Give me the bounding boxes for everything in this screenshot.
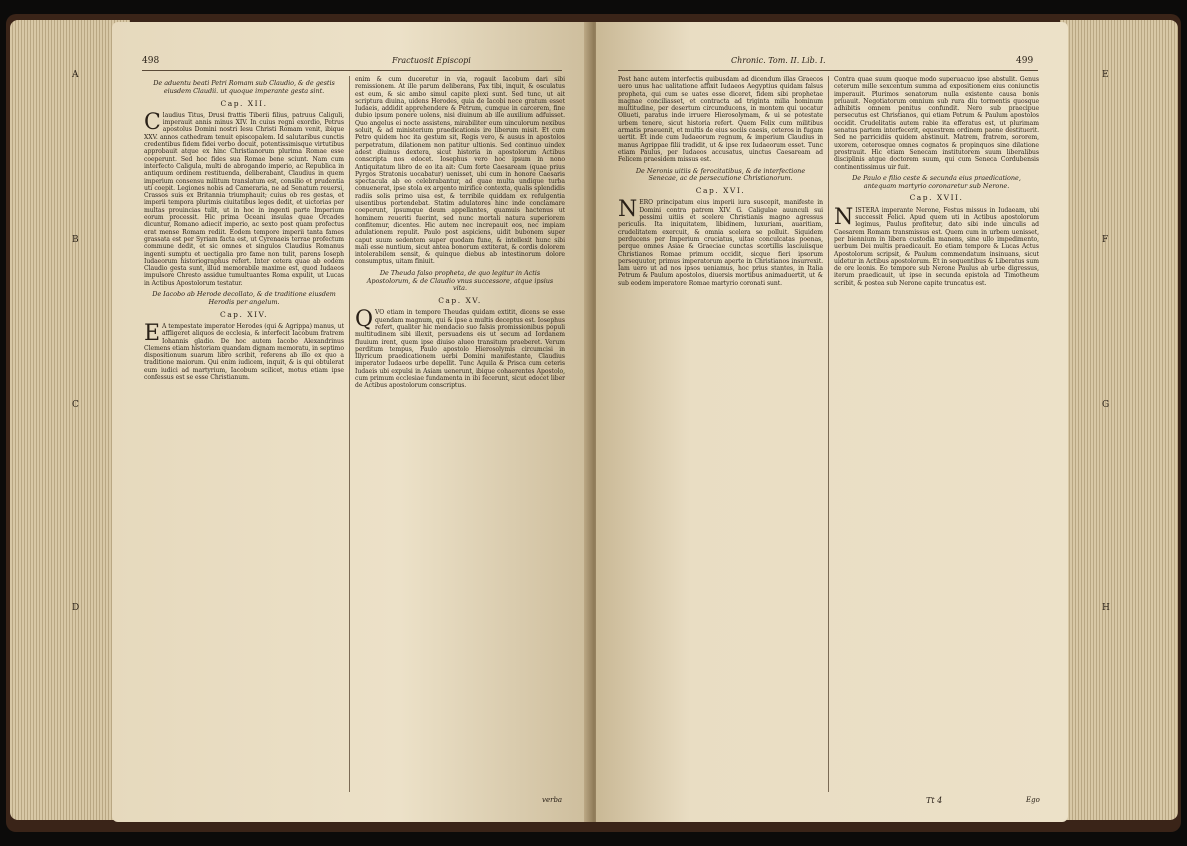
drop-cap: Q (355, 307, 373, 333)
drop-cap: N (618, 197, 638, 223)
left-running-title: Fractuosit Episcopi (392, 56, 471, 65)
left-column-divider (349, 76, 350, 792)
right-folio: 499 (1016, 56, 1034, 66)
paragraph: E A tempestate imperator Herodes (qui & Agrippa) manus, ut affligeret aliquos de ecclesia, & interfecit Iacobum fratrem Iohannis gladio. De hoc autem Iacobo Alexandrinus Clemens etiam historiam quandam dignam memoratu, in septimo dispositionum suarum libro scribit, referens ab illo ex quo a traditione maiorum. Qui enim iudicem, inquit, & is qui obtulerat eum iudici ad martyrium, Iacobum scilicet, motus etiam ipse confessus est se esse Christianum. (144, 320, 344, 381)
right-column-divider (828, 76, 829, 792)
chapter-number: Cap. XVII. (909, 193, 964, 203)
margin-letter: E (1102, 70, 1109, 80)
chapter-heading: De aduentu beati Petri Romam sub Claudio, & de gestis eiusdem Claudii. ut quoque imperante gesta sint. (153, 79, 335, 95)
paragraph: NISTERA imperante Nerone, Festus missus in Iudaeam, ubi successit Felici. Apud quem uti in Actibus apostolorum legimus, Paulus profitetur, dato sibi inde uinculis ad Caesarem Romam transmissus est. Quem cum in urbem uenisset, per biennium in libera custodia manens, sine ullo impedimento, uerbum Dei multis praedicauit. Eo etiam tempore & Lucas Actus Apostolorum scripsit, & Paulum commendatum insinuans, sicut uidetur in Actibus apostolorum. Et in sequentibus & Liberatus sum de ore leonis. Eo tempore sub Nerone Paulus ab urbe digressus, iterum praedicauit, ut ipse in secunda epistola ad Timotheum scribit, & postea sub Nerone capite truncatus est. (834, 204, 1039, 287)
printer-signature: Tt 4 (926, 796, 943, 805)
left-column-b (355, 76, 565, 792)
left-header-rule (142, 70, 562, 71)
chapter-number: Cap. XII. (220, 98, 268, 108)
left-folio: 498 (142, 56, 160, 66)
chapter-heading: De Theuda falso propheta, de quo legitur in Actis Apostolorum, & de Claudio vnus successore, atque ipsius vita. (366, 268, 554, 293)
margin-letter: F (1102, 235, 1109, 245)
margin-letter: G (1102, 400, 1110, 410)
margin-letter: D (72, 603, 80, 613)
chapter-heading: De Iacobo ab Herode decollato, & de traditione eiusdem Herodis per angelum. (152, 290, 336, 306)
right-running-title: Chronic. Tom. II. Lib. I. (731, 56, 826, 65)
chapter-number: Cap. XV. (438, 296, 482, 306)
catchword: Ego (1026, 796, 1040, 804)
paragraph: QVO etiam in tempore Theudas quidam extitit, dicens se esse quendam magnum, qui & ipse a multis deceptus est. Iosephus refert, qualiter hic mendacio suo falsis promissionibus populi multitudinem sibi illexit, persuadens eis ut secum ad Iordanem fluuium irent, quem ipse diuiso alueo transitum praeberet. Verum perditum tempus, Paulo apostolo Hierosolymis circumcisi in Illyricum praedicationem uerbi Domini manifestante, Claudius imperator Iudaeos urbe depellit. Tunc Aquila & Prisca cum ceteris Iudaeis ubi expulsi in Asiam uenerunt, ibique cohaerentes Apostolo, cum primum ecclesiae fundamenta in ibi fecerunt, sicut edocet liber de Actibus apostolorum conscriptus. (355, 307, 565, 390)
margin-letter: A (72, 70, 79, 80)
margin-letter: C (72, 400, 79, 410)
chapter-number: Cap. XIV. (219, 309, 269, 319)
drop-cap: C (144, 109, 161, 135)
drop-cap: E (144, 320, 161, 346)
paragraph: Contra quae suum quoque modo superuacuo ipse abstulit. Genus ceterum mille sexcentum summa ad expositionem eius coniunctis imperauit. Plurimos senatorum nulla existente causa bonis priuauit. Negotiatorum omnium sub rura diu tormentis quosque adhibitis omnem penitus confundit. Nero sub praecipue persecutus est Christianos, qui etiam Petrum & Paulum apostolos occidit. Crudelitatis autem rabie ita efferatus est, ut plurimam senatus partem interfecerit, equestrem ordinem paene destituerit. Sed ne parricidiis quidem abstinuit. Matrem, fratrem, sororem, uxorem, ceterosque omnes cognatos & propinquos sine dilatione prostrauit. Hic etiam Senecam institutorem suum liberalibus disciplinis atque doctorem suum, qui cum Seneca Cordubensis continentissimus uir fuit. (834, 76, 1039, 171)
left-column-a (144, 76, 344, 792)
chapter-heading: De Neronis uitiis & ferocitatibus, & de interfectione Senecae, ac de persecutione Christianorum. (635, 166, 806, 183)
paragraph: NERO principatum eius imperii iura suscepit, manifeste in Domini contra patrem XIV. G. Caligulae auunculi sui pessimi uitiis et scelere Christianis magno agressus periculis. Ita iniquitatem, libidinem, luxuriam, auaritiam, crudelitatem exercuit, & omnia scelera se polluit. Siquidem perducens per Imperium cruciatus, uitae conculcatas poenas, perque omnes Asiae & Graeciae cunctas scortillis lasciuiisque Christianos Romae primum occidit, sicque fieri ipsorum persequutor, primus imperatorum aperte in Christianos insurrexit. Iam uero ut ad nos ipsos ueniamus, hoc prius stantes, in Italia Petrum & Paulum apostolos, diuersis mortibus animaduertit, ut & sub eodem imperatore Romae martyrio coronati sunt. (618, 197, 823, 287)
right-page (596, 22, 1068, 822)
right-column-a (618, 76, 823, 792)
drop-cap: N (834, 204, 854, 230)
chapter-number: Cap. XVI. (695, 186, 746, 196)
page-edges-right (1060, 20, 1178, 820)
paragraph: enim & cum duceretur in via, rogauit Iacobum dari sibi remissionem. At ille parum deliberans, Pax tibi, inquit, & osculatus est eum, & sic ambo simul capite plexi sunt. Sed tunc, ut ait scriptura diuina, uidens Herodes, quia de Iacobi nece gratum esset Iudaeis, addidit apprehendere & Petrum, cumque in carcerem, fine dubio ipsum ponere uolens, nisi diuinum ab ille auxilium adfuisset. Quo angelus ei nocte assistens, mirabiliter eum uinculorum nexibus soluit, & ad ministerium praedicationis ire liberum misit. Et cum Petro quidem hoc ita gestum sit, Regis vero, & ausus in apostolos perpetratum, dilationem non patitur ultionis. Sed continuo uindex adest diuinus dextera, sicut historia in apostolorum Actibus conscripta nos edocet. Iosephus vero hoc ipsum in nono Antiquitatum libro de eo ita ait: Cum forte Caesaream (quae prius Pyrgos Stratonis uocabatur) uenisset, ubi cum in honore Caesaris spectacula ab eo celebrabantur, ad quae multa undique turba conuenerat, ipse stola ex argento mirifice contexta, qualis splendidis radiis solis primo uisa est, & terribile quiddam ex refulgentia uisentibus portendebat. Statim adulatores hinc inde conclamare coeperunt, ipsumque deum appellantes, quamuis hactenus ut hominem reueriti fuerint, sed nunc mortali natura superiorem confitemur, dicentes. Hic autem nec increpauit eos, nec impiam adulationem repulit. Paulo post aspiciens, uidit bubonem super caput suum sedentem super quodam fune, & intellexit hunc sibi mali esse nuntium, sicut antea bonorum extiterat, & cordis dolorem intolerabilem sensit, & quinque diebus ab intestinorum dolore consumptus, uitam finiuit. (355, 76, 565, 266)
paragraph: Claudius Titus, Drusi frattis Tiberii filius, patruus Caliguli, imperauit annis minus XIV. In cuius regni exordio, Petrus apostolus Domini nostri Iesu Christi Romam venit, ibique XXV. annos cathedram tenuit episcopalem. Id salutaribus cunctis credentibus fidem fidei verbo docuit, potentissimisque virtutibus approbauit atque ex hinc Christianorum plurima Romae esse coeperunt. Sed hoc fides sua Romae bene sciunt. Nam cum interfecto Caligula, multi de abrogando imperio, ac Republica in antiquum ordinem restituenda, deliberabant, Claudius in quem imperium consensu militum translatum est, consilio et prudentia uti coepit. Legiones nobis ad Cameraria, ne ad Senatum reuersi, Crassos suis ex Britannia triumphauit; cuius ob res gestas, et imperii tempora plurimis ciuitatibus leges dedit, et uictorias per multas prouincias tulit, ut in hoc in ingenti parte Imperium eorum processit. Hic prima Oceani insulas quae Orcades dicuntur, Romano adiecit imperio, ac sexto post quam profectus erat mense Romam rediit. Eodem tempore imperii tanta fames grassata est per Syriam facta est, ut Cyrenaeis terrae profectum commune dedit, et sic omnes et singulos Claudius Romanus ingenti sumptu et uectigalia pro fame non tulit, parens Ioseph Iudaeorum historiographus refert. Inter cetera quae ab eodem Claudio gesta sunt, illud memorabile maxime est, quod Iudaeos impulsore Chresto assidue tumultuantes Roma expulit, ut Lucas in Actibus Apostolorum testatur. (144, 109, 344, 287)
catchword: verba (542, 796, 563, 804)
left-page (112, 22, 592, 822)
right-column-b (834, 76, 1039, 792)
chapter-heading: De Paulo e filio ceste & secunda eius praedicatione, antequam martyrio coronaretur sub Nerone. (852, 173, 1021, 190)
paragraph: Post hanc autem interfectis quibusdam ad dicendum illas Graecos uero unus hac ualitatione affixit Iudaeos Aegyptius quidam falsus propheta, qui cum se uates esse diceret, fidem sibi prophetae magnae conciliasset, et contracta ad triginta milia hominum multitudine, per desertum circumducens, in montem qui uocatur Oliueti, paratus inde irruere Hierosolymam, & ui se potestate urbem tenere, sicut historia refert. Quem Felix cum militibus armatis praeuenit, et multis de eius sociis caesis, ceteros in fugam uertit. Et inde cum Iudaeorum regnum, & imperium Claudius in manus Agrippae filii tradidit, ut & ipse rex Iudaeorum esset. Tunc etiam Paulus, per Iudaeos accusatus, uinctus Caesaream ad Felicem praesidem missus est. (618, 76, 823, 164)
margin-letter: H (1102, 603, 1110, 613)
margin-letter: B (72, 235, 79, 245)
right-header-rule (618, 70, 1038, 71)
